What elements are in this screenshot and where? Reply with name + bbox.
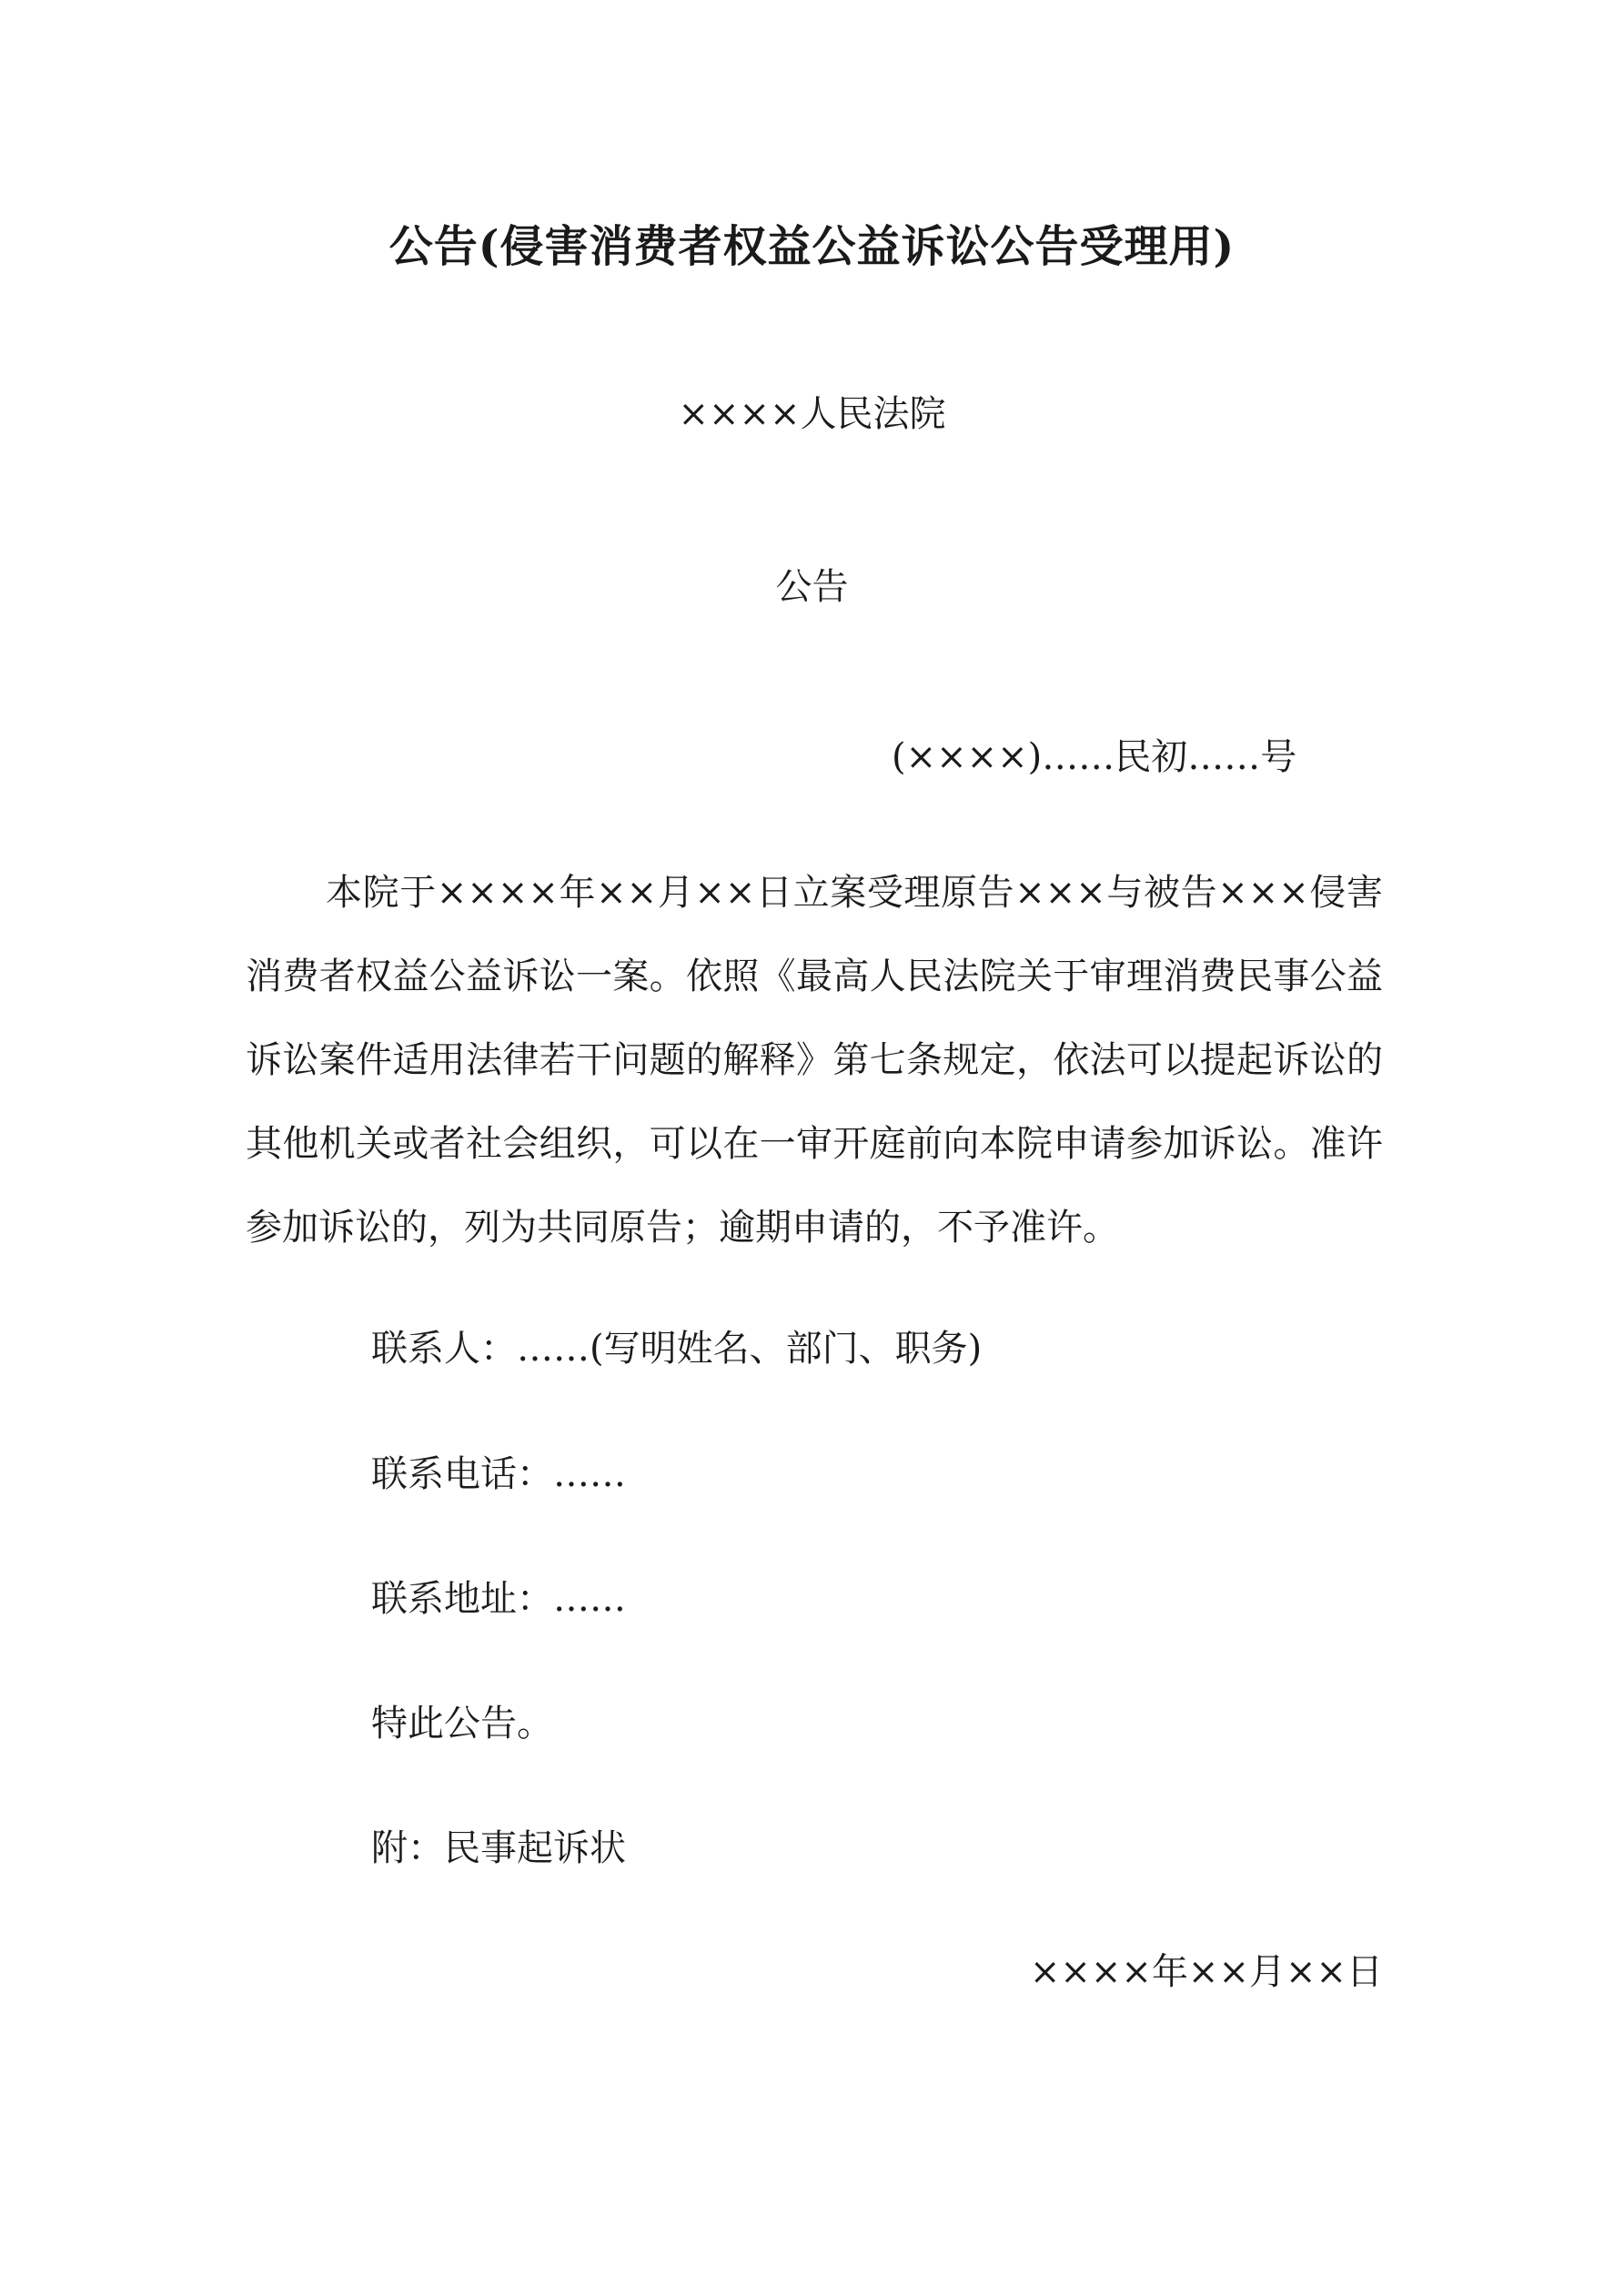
case-number: (××××)……民初……号 (892, 736, 1297, 778)
notice-heading: 公告 (775, 566, 849, 608)
contact-phone: 联系电话：…… (371, 1453, 626, 1495)
contact-person: 联系人：……(写明姓名、部门、职务) (371, 1328, 983, 1370)
contact-address: 联系地址：…… (371, 1578, 626, 1620)
attachment-note: 附：民事起诉状 (371, 1827, 626, 1869)
closing-statement: 特此公告。 (371, 1703, 553, 1745)
notice-body: 本院于××××年××月××日立案受理原告×××与被告×××侵害消费者权益公益诉讼一案。依照《最高人民法院关于审理消费民事公益诉讼案件适用法律若干问题的解释》第七条规定，依法可以提起诉讼的其他机关或者社会组织，可以在一审开庭前向本院申请参加诉讼。准许参加诉讼的，列为共同原告；逾期申请的，不予准许。 (246, 872, 1383, 1249)
document-title: 公告(侵害消费者权益公益诉讼公告受理用) (388, 221, 1236, 272)
court-name: ××××人民法院 (678, 393, 946, 435)
issue-date: ××××年××月××日 (1029, 1951, 1383, 1993)
